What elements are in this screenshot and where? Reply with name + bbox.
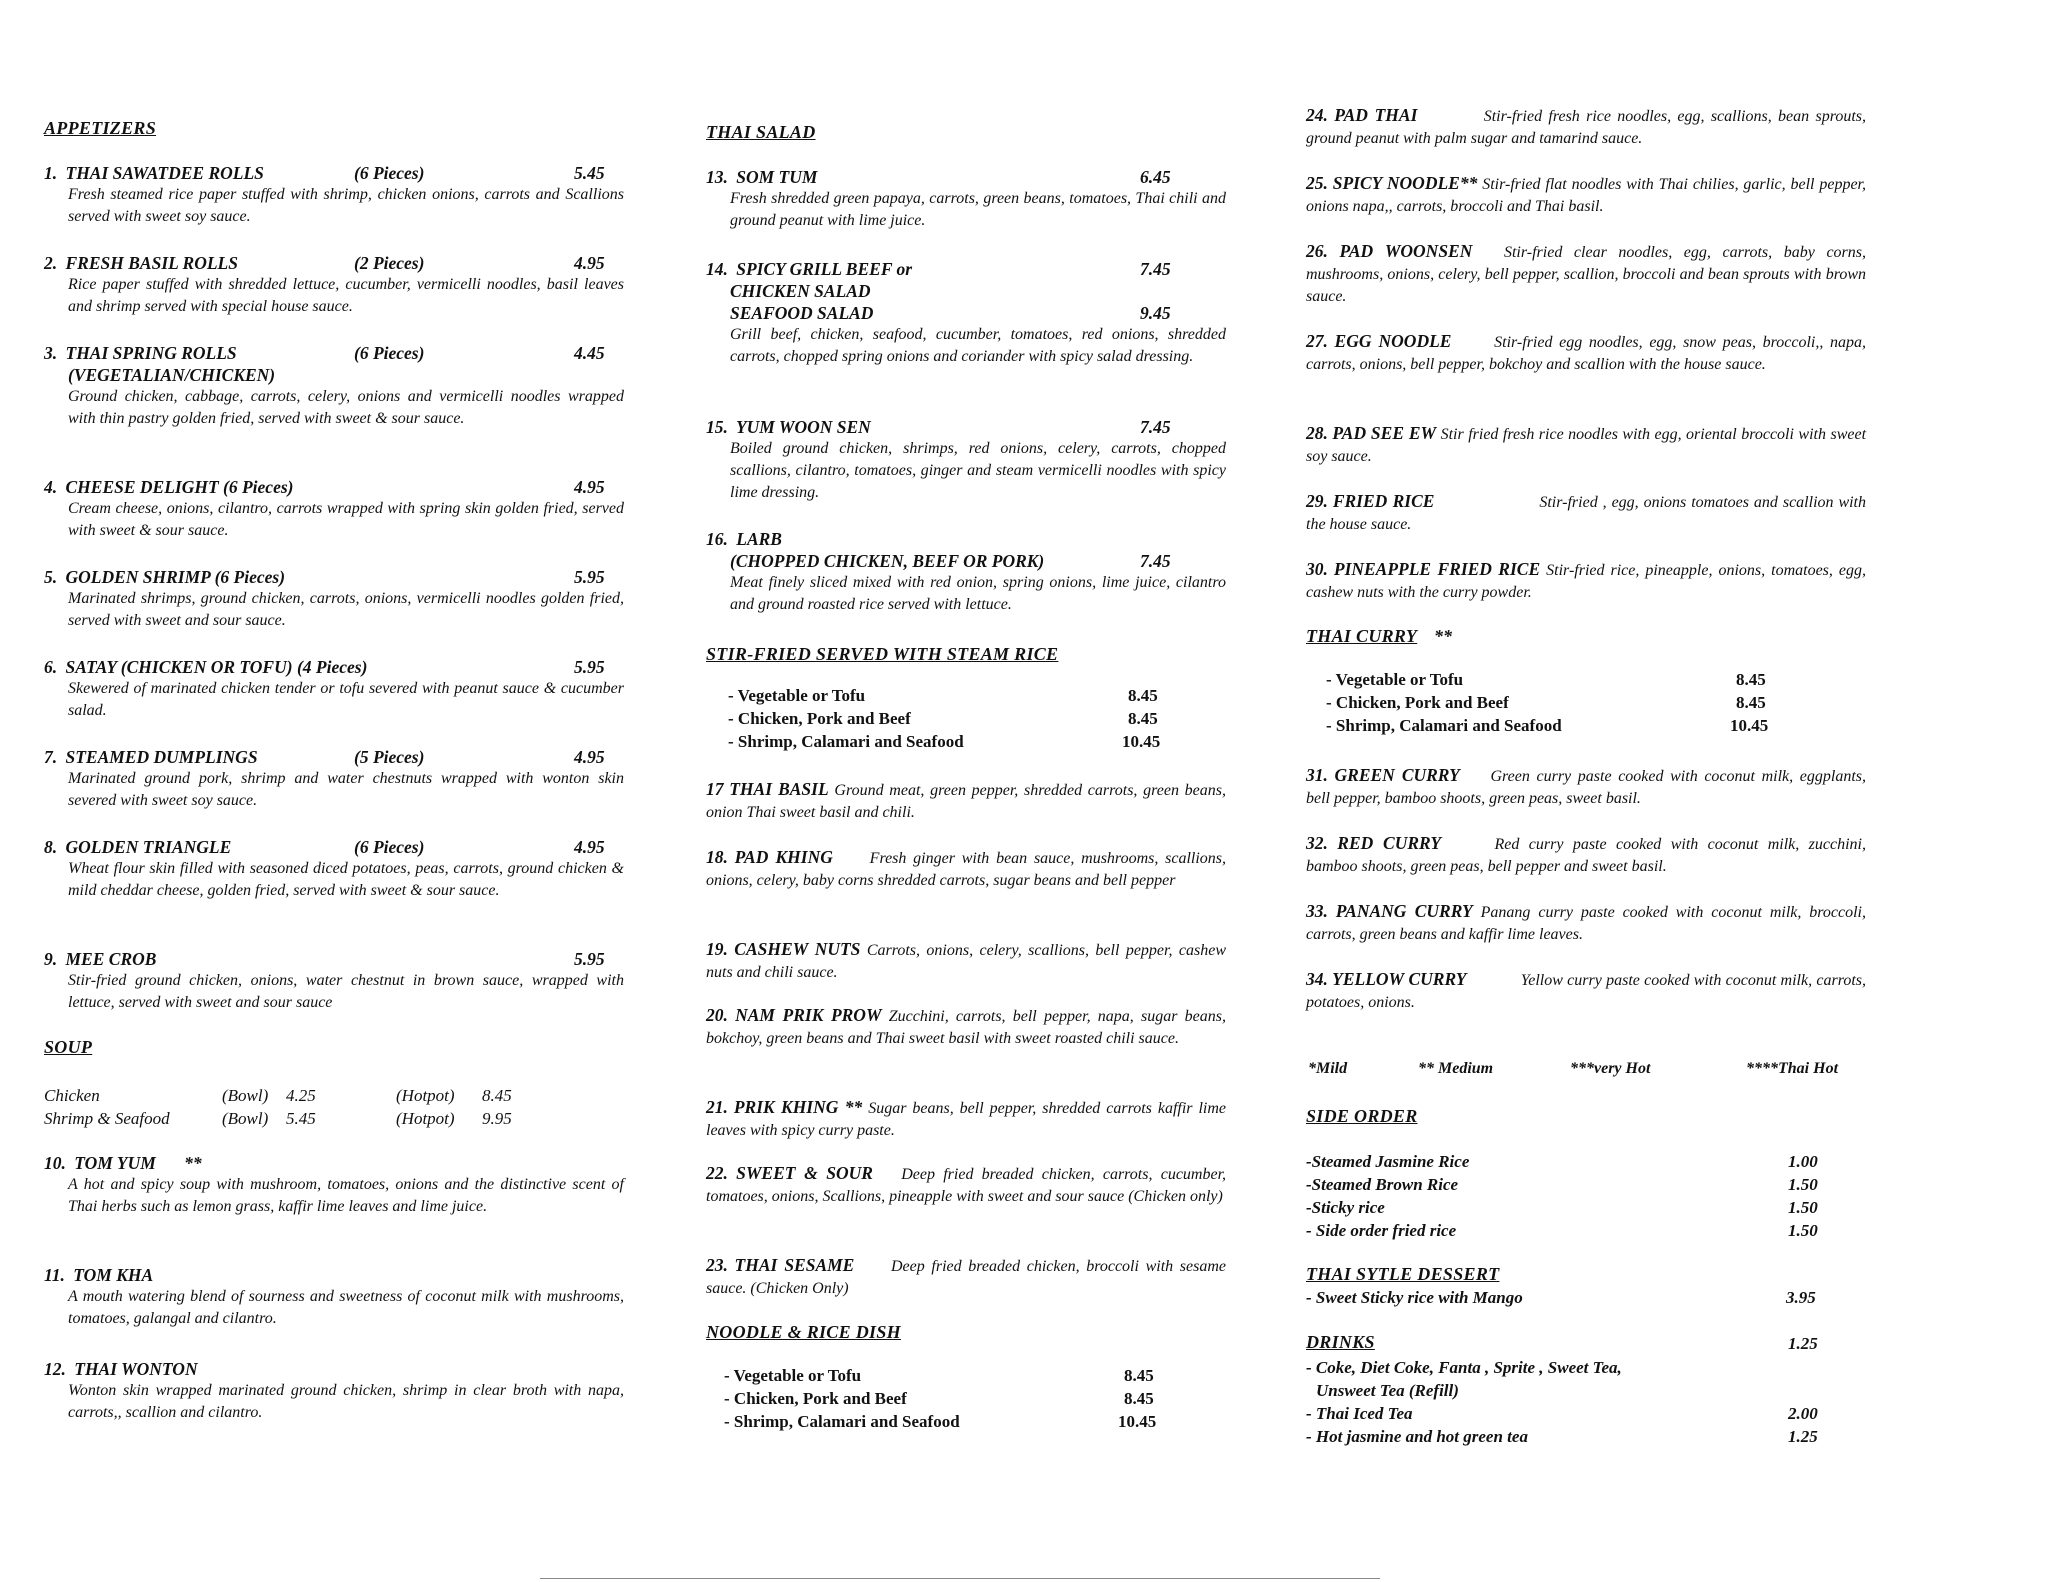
item-name: SPICY NOODLE**: [1332, 173, 1478, 193]
side-order-price: 1.00: [1788, 1152, 1818, 1171]
soup-row: [44, 1109, 624, 1132]
item-name: PAD THAI: [1334, 105, 1418, 125]
dessert-heading: THAI SYTLE DESSERT: [1306, 1264, 1500, 1284]
option-price: 8.45: [1128, 686, 1158, 705]
thai-curry-heading: [1306, 626, 1417, 647]
bottom-divider: [540, 1578, 1380, 1579]
item-description: [706, 1162, 1226, 1208]
item-name: MEE CROB: [65, 949, 157, 969]
drink-item: [1306, 1379, 1826, 1402]
side-order-item: [1306, 1219, 1826, 1242]
soup-heading: SOUP: [44, 1037, 93, 1057]
noodle-rice-price-list: [724, 1366, 1184, 1435]
item-name: PRIK KHING **: [733, 1097, 863, 1117]
option-price: 8.45: [1736, 693, 1766, 712]
price-option: [1326, 693, 1786, 716]
soup-hotpot-price: 8.45: [482, 1086, 512, 1105]
item-name: TOM KHA: [73, 1265, 154, 1285]
item-price: 5.95: [574, 949, 605, 969]
item-number: 16.: [706, 529, 728, 549]
soup-row: [44, 1086, 624, 1109]
option-price: 10.45: [1122, 732, 1161, 751]
item-name: TOM YUM: [74, 1153, 156, 1173]
item-number: 2.: [44, 253, 58, 273]
item-name: GREEN CURRY: [1334, 765, 1460, 785]
item-name: FRIED RICE: [1332, 491, 1435, 511]
item-description-text: Sugar beans, bell pepper, shredded carrots kaffir lime leaves with spicy curry paste.: [706, 1100, 1227, 1139]
stir-fried-price-list: [728, 686, 1188, 755]
price-option: [1326, 716, 1786, 739]
option-label: - Shrimp, Calamari and Seafood: [1326, 716, 1562, 735]
item-description: Ground chicken, cabbage, carrots, celery, onions and vermicelli noodles wrapped with thin pastry golden fried, served with sweet & sour sauce.: [68, 388, 624, 427]
item-name: YUM WOON SEN: [735, 417, 871, 437]
item-name: SWEET & SOUR: [736, 1163, 873, 1183]
legend-mild: *Mild: [1308, 1060, 1348, 1077]
menu-item: [44, 836, 624, 902]
menu-item: [706, 778, 1226, 824]
menu-item: [44, 746, 624, 812]
menu-item: [1306, 968, 1866, 1014]
soup-bowl-label: (Bowl): [222, 1086, 269, 1105]
item-description: [706, 938, 1226, 984]
item-description-text: Green curry paste cooked with coconut milk, eggplants, bell pepper, bamboo shoots, green peas, sweet basil.: [1306, 768, 1867, 807]
item-pieces: (6 Pieces): [354, 163, 425, 183]
menu-item: [44, 566, 624, 632]
drink-label: - Hot jasmine and hot green tea: [1306, 1427, 1528, 1446]
item-number: 33.: [1306, 901, 1328, 921]
item-number: 7.: [44, 747, 58, 767]
side-order-label: - Side order fried rice: [1306, 1221, 1457, 1240]
item-description-text: Yellow curry paste cooked with coconut milk, carrots, potatoes, onions.: [1306, 972, 1867, 1011]
item-name: THAI SAWATDEE ROLLS: [65, 163, 264, 183]
item-description: [1306, 900, 1866, 946]
option-label: - Shrimp, Calamari and Seafood: [724, 1412, 960, 1431]
side-order-price: 1.50: [1788, 1198, 1818, 1217]
item-description-text: Fresh ginger with bean sauce, mushrooms, scallions, onions, celery, baby corns shredded carrots, sugar beans and bell pepper: [706, 850, 1227, 889]
item-number: 30.: [1306, 559, 1328, 579]
item-description: Grill beef, chicken, seafood, cucumber, tomatoes, red onions, shredded carrots, chopped spring onions and coriander with spicy salad dressing.: [730, 326, 1226, 365]
item-description-text: Red curry paste cooked with coconut milk, zucchini, bamboo shoots, green peas, bell pepper and sweet basil.: [1306, 836, 1867, 875]
item-name: PANANG CURRY: [1335, 901, 1473, 921]
item-name: THAI BASIL: [729, 779, 829, 799]
item-description: Wonton skin wrapped marinated ground chicken, shrimp in clear broth with napa, carrots,, scallion and cilantro.: [68, 1382, 624, 1421]
side-order-label: -Steamed Brown Rice: [1306, 1175, 1459, 1194]
item-number: 3.: [44, 343, 58, 363]
item-description-text: Zucchini, carrots, bell pepper, napa, sugar beans, bokchoy, green beans and Thai sweet basil with sweet roasted chili sauce.: [706, 1008, 1226, 1047]
menu-item: [706, 1096, 1226, 1142]
menu-item: [1306, 900, 1866, 946]
item-description: [1306, 172, 1866, 218]
item-description: Boiled ground chicken, shrimps, red onions, celery, carrots, chopped scallions, cilantro, tomatoes, ginger and steam vermicelli noodles with spicy lime dressing.: [730, 440, 1226, 501]
item-description-text: Stir-fried , egg, onions tomatoes and scallion with the house sauce.: [1306, 494, 1867, 533]
drink-item: [1306, 1425, 1826, 1448]
dessert-label: - Sweet Sticky rice with Mango: [1306, 1288, 1523, 1307]
item-title: [44, 566, 624, 588]
soup-hotpot-price: 9.95: [482, 1109, 512, 1128]
thai-curry-price-list: [1326, 670, 1786, 739]
item-number: 5.: [44, 567, 58, 587]
price-option: [1326, 670, 1786, 693]
menu-item: [44, 1152, 624, 1218]
item-name: THAI WONTON: [74, 1359, 198, 1379]
item-description-text: Carrots, onions, celery, scallions, bell pepper, cashew nuts and chili sauce.: [706, 942, 1227, 981]
item-title: [44, 252, 624, 274]
item-description: Stir-fried ground chicken, onions, water chestnut in brown sauce, wrapped with lettuce, served with sweet and sour sauce: [68, 972, 624, 1011]
item-description-text: Deep fried breaded chicken, carrots, cucumber, tomatoes, onions, Scallions, pineapple with sweet and sour sauce (Chicken only): [706, 1166, 1227, 1205]
item-number: 18.: [706, 847, 728, 867]
item-price: 5.95: [574, 567, 605, 587]
menu-item: [1306, 832, 1866, 878]
item-description: [1306, 558, 1866, 604]
menu-item: [44, 1264, 624, 1330]
menu-item: [706, 1254, 1226, 1300]
item-number: 1.: [44, 163, 58, 183]
item-price: 5.45: [574, 163, 605, 183]
item-number: 25.: [1306, 173, 1328, 193]
menu-item: [44, 656, 624, 722]
spice-mark: **: [184, 1153, 202, 1173]
option-label: - Shrimp, Calamari and Seafood: [728, 732, 964, 751]
subtitle-price: 7.45: [1140, 551, 1171, 571]
soup-hotpot-label: (Hotpot): [396, 1086, 455, 1105]
item-description: A hot and spicy soup with mushroom, tomatoes, onions and the distinctive scent of Thai herbs such as lemon grass, kaffir lime leaves and lime juice.: [68, 1176, 624, 1215]
legend-medium: ** Medium: [1418, 1060, 1494, 1077]
menu-item: [706, 1004, 1226, 1050]
item-description: Meat finely sliced mixed with red onion, spring onions, lime juice, cilantro and ground roasted rice served with lettuce.: [730, 574, 1226, 613]
side-order-list: [1306, 1150, 1826, 1242]
drink-label: Unsweet Tea (Refill): [1316, 1381, 1459, 1400]
option-price: 8.45: [1128, 709, 1158, 728]
item-subtitle: [706, 302, 1226, 324]
item-name: FRESH BASIL ROLLS: [65, 253, 238, 273]
item-description: [1306, 968, 1866, 1014]
item-description: Marinated shrimps, ground chicken, carrots, onions, vermicelli noodles golden fried, served with sweet and sour sauce.: [68, 590, 624, 629]
item-description-text: Ground meat, green pepper, shredded carrots, green beans, onion Thai sweet basil and chili.: [706, 782, 1227, 821]
side-order-heading: SIDE ORDER: [1306, 1106, 1418, 1126]
price-option: [724, 1366, 1184, 1389]
item-name: RED CURRY: [1337, 833, 1442, 853]
side-order-price: 1.50: [1788, 1175, 1818, 1194]
item-name: SOM TUM: [736, 167, 818, 187]
menu-item: [706, 1162, 1226, 1208]
menu-item: [1306, 422, 1866, 468]
subtitle-name: SEAFOOD SALAD: [730, 303, 874, 323]
menu-item: [1306, 764, 1866, 810]
menu-item: [706, 846, 1226, 892]
drink-price: 2.00: [1788, 1404, 1818, 1423]
side-order-label: -Sticky rice: [1306, 1198, 1385, 1217]
item-number: 24.: [1306, 105, 1328, 125]
item-description-text: Stir-fried rice, pineapple, onions, tomatoes, egg, cashew nuts with the curry powder.: [1306, 562, 1866, 601]
item-number: 9.: [44, 949, 58, 969]
option-label: - Chicken, Pork and Beef: [728, 709, 911, 728]
menu-item: [1306, 104, 1866, 150]
item-description: [1306, 764, 1866, 810]
option-label: - Vegetable or Tofu: [1326, 670, 1464, 689]
soup-hotpot-label: (Hotpot): [396, 1109, 455, 1128]
menu-item: [44, 162, 624, 228]
soup-bowl-label: (Bowl): [222, 1109, 269, 1128]
drinks-heading-price: 1.25: [1788, 1334, 1818, 1353]
item-title: [44, 162, 624, 184]
item-description-text: Stir-fried fresh rice noodles, egg, scallions, bean sprouts, ground peanut with palm sugar and tamarind sauce.: [1306, 108, 1866, 147]
item-name: SPICY GRILL BEEF or: [736, 259, 913, 279]
option-price: 10.45: [1730, 716, 1769, 735]
item-title: [706, 416, 1226, 438]
item-number: 4.: [44, 477, 58, 497]
item-description: Wheat flour skin filled with seasoned diced potatoes, peas, carrots, ground chicken & mild cheddar cheese, golden fried, served with sweet & sour sauce.: [68, 860, 624, 899]
thai-curry-heading-mark: **: [1434, 626, 1452, 646]
menu-item: [1306, 558, 1866, 604]
drinks-list: [1306, 1356, 1826, 1448]
item-title: [706, 166, 1226, 188]
drink-label: - Thai Iced Tea: [1306, 1404, 1413, 1423]
menu-item: [44, 342, 624, 430]
item-title: [706, 528, 1226, 550]
item-name: EGG NOODLE: [1334, 331, 1452, 351]
item-number: 6.: [44, 657, 58, 677]
drink-price: 1.25: [1788, 1427, 1818, 1446]
item-number: 27.: [1306, 331, 1328, 351]
dessert-list: [1306, 1286, 1826, 1309]
item-description-text: Deep fried breaded chicken, broccoli with sesame sauce. (Chicken Only): [706, 1258, 1226, 1297]
item-name: STEAMED DUMPLINGS: [65, 747, 258, 767]
menu-item: [706, 416, 1226, 504]
item-description: [706, 846, 1226, 892]
thai-curry-heading-text: THAI CURRY: [1306, 626, 1418, 646]
soup-bowl-price: 5.45: [286, 1109, 316, 1128]
soup-price-table: [44, 1086, 624, 1132]
item-description: [1306, 330, 1866, 376]
item-description: Fresh shredded green papaya, carrots, green beans, tomatoes, Thai chili and ground peanut with lime juice.: [730, 190, 1226, 229]
menu-item: [44, 252, 624, 318]
item-pieces: (2 Pieces): [354, 253, 425, 273]
drink-item: [1306, 1356, 1826, 1379]
menu-item: [1306, 490, 1866, 536]
menu-item: [706, 528, 1226, 616]
menu-item: [706, 938, 1226, 984]
soup-name: Shrimp & Seafood: [44, 1109, 170, 1128]
drink-label: - Coke, Diet Coke, Fanta , Sprite , Sweet Tea,: [1306, 1358, 1622, 1377]
item-description: [1306, 104, 1866, 150]
item-number: 8.: [44, 837, 58, 857]
menu-item: [706, 258, 1226, 368]
menu-item: [44, 476, 624, 542]
item-title: [44, 342, 624, 364]
option-price: 10.45: [1118, 1412, 1157, 1431]
item-description: Skewered of marinated chicken tender or tofu severed with peanut sauce & cucumber salad.: [68, 680, 624, 719]
item-description: [706, 1004, 1226, 1050]
soup-name: Chicken: [44, 1086, 100, 1105]
legend-thai-hot: ****Thai Hot: [1746, 1060, 1839, 1077]
item-description: [1306, 832, 1866, 878]
item-title: [44, 746, 624, 768]
legend-very-hot: ***very Hot: [1570, 1060, 1651, 1077]
item-description: [706, 1254, 1226, 1300]
item-description: [1306, 490, 1866, 536]
menu-item: [44, 948, 624, 1014]
menu-item: [706, 166, 1226, 232]
soup-bowl-price: 4.25: [286, 1086, 316, 1105]
item-title: [44, 948, 624, 970]
item-number: 31.: [1306, 765, 1328, 785]
item-title: [44, 1152, 624, 1174]
price-option: [728, 686, 1188, 709]
item-description-text: Stir-fried egg noodles, egg, snow peas, broccoli,, napa, carrots, onions, bell pepper, bokchoy and scallion with the house sauce.: [1306, 334, 1867, 373]
item-name: THAI SPRING ROLLS: [65, 343, 237, 363]
item-description: Marinated ground pork, shrimp and water chestnuts wrapped with wonton skin severed with sweet soy sauce.: [68, 770, 624, 809]
item-description-text: Stir-fried clear noodles, egg, carrots, baby corns, mushrooms, onions, celery, bell pepper, scallion, broccoli and bean sprouts with brown sauce.: [1306, 244, 1867, 305]
item-name: NAM PRIK PROW: [735, 1005, 882, 1025]
item-number: 32.: [1306, 833, 1328, 853]
item-number: 29.: [1306, 491, 1328, 511]
menu-item: [1306, 172, 1866, 218]
item-name: SATAY (CHICKEN OR TOFU) (4 Pieces): [65, 657, 368, 677]
appetizers-heading: APPETIZERS: [44, 118, 157, 138]
item-description-text: Stir-fried flat noodles with Thai chilies, garlic, bell pepper, onions napa,, carrots, broccoli and Thai basil.: [1306, 176, 1867, 215]
side-order-price: 1.50: [1788, 1221, 1818, 1240]
option-price: 8.45: [1124, 1366, 1154, 1385]
item-name: THAI SESAME: [734, 1255, 855, 1275]
item-name: PINEAPPLE FRIED RICE: [1333, 559, 1541, 579]
item-price: 4.95: [574, 747, 605, 767]
item-description-text: Panang curry paste cooked with coconut milk, broccoli, carrots, green beans and kaffir lime leaves.: [1306, 904, 1866, 943]
item-pieces: (6 Pieces): [354, 343, 425, 363]
price-option: [728, 709, 1188, 732]
dessert-item: [1306, 1286, 1826, 1309]
option-price: 8.45: [1736, 670, 1766, 689]
item-number: 23.: [706, 1255, 728, 1275]
item-name: PAD KHING: [734, 847, 833, 867]
option-price: 8.45: [1124, 1389, 1154, 1408]
item-number: 10.: [44, 1153, 66, 1173]
item-title: [706, 258, 1226, 280]
option-label: - Vegetable or Tofu: [728, 686, 866, 705]
item-name: LARB: [736, 529, 782, 549]
menu-item: [44, 1358, 624, 1424]
item-name: CASHEW NUTS: [734, 939, 861, 959]
item-price: 7.45: [1140, 417, 1171, 437]
price-option: [724, 1412, 1184, 1435]
item-title: [44, 476, 624, 498]
item-subtitle: [706, 550, 1226, 572]
item-description: Rice paper stuffed with shredded lettuce, cucumber, vermicelli noodles, basil leaves and shrimp served with special house sauce.: [68, 276, 624, 315]
noodle-rice-heading: NOODLE & RICE DISH: [706, 1322, 901, 1342]
item-number: 11.: [44, 1265, 65, 1285]
item-price: 5.95: [574, 657, 605, 677]
item-name: GOLDEN TRIANGLE: [65, 837, 232, 857]
item-description: [1306, 422, 1866, 468]
price-option: [728, 732, 1188, 755]
item-title: [44, 656, 624, 678]
option-label: - Vegetable or Tofu: [724, 1366, 862, 1385]
item-description: [1306, 240, 1866, 308]
item-pieces: (5 Pieces): [354, 747, 425, 767]
item-price: 7.45: [1140, 259, 1171, 279]
item-subtitle: (VEGETALIAN/CHICKEN): [68, 365, 276, 385]
item-description: [706, 778, 1226, 824]
subtitle-price: 9.45: [1140, 303, 1171, 323]
item-name: GOLDEN SHRIMP (6 Pieces): [65, 567, 286, 587]
item-number: 26.: [1306, 241, 1328, 261]
menu-item: [1306, 330, 1866, 376]
item-price: 4.95: [574, 477, 605, 497]
item-number: 21.: [706, 1097, 728, 1117]
item-number: 13.: [706, 167, 728, 187]
drink-item: [1306, 1402, 1826, 1425]
item-name: PAD SEE EW: [1332, 423, 1437, 443]
subtitle-name: (CHOPPED CHICKEN, BEEF OR PORK): [730, 551, 1045, 571]
item-number: 22.: [706, 1163, 728, 1183]
item-price: 4.95: [574, 837, 605, 857]
item-number: 15.: [706, 417, 728, 437]
item-title: [44, 1358, 624, 1380]
option-label: - Chicken, Pork and Beef: [1326, 693, 1509, 712]
item-number: 17: [706, 779, 724, 799]
item-description: Cream cheese, onions, cilantro, carrots wrapped with spring skin golden fried, served with sweet & sour sauce.: [68, 500, 624, 539]
stir-fried-heading: STIR-FRIED SERVED WITH STEAM RICE: [706, 644, 1059, 664]
item-number: 19.: [706, 939, 728, 959]
item-description: Fresh steamed rice paper stuffed with shrimp, chicken onions, carrots and Scallions served with sweet soy sauce.: [68, 186, 624, 225]
item-price: 4.95: [574, 253, 605, 273]
item-description: A mouth watering blend of sourness and sweetness of coconut milk with mushrooms, tomatoes, galangal and cilantro.: [68, 1288, 624, 1327]
item-name: CHEESE DELIGHT (6 Pieces): [65, 477, 294, 497]
item-pieces: (6 Pieces): [354, 837, 425, 857]
side-order-label: -Steamed Jasmine Rice: [1306, 1152, 1470, 1171]
item-number: 14.: [706, 259, 728, 279]
drinks-heading: DRINKS: [1306, 1332, 1375, 1352]
item-number: 12.: [44, 1359, 66, 1379]
item-number: 28.: [1306, 423, 1328, 443]
item-title: [44, 836, 624, 858]
item-name: PAD WOONSEN: [1339, 241, 1473, 261]
item-description: [706, 1096, 1226, 1142]
item-number: 20.: [706, 1005, 728, 1025]
side-order-item: [1306, 1196, 1826, 1219]
menu-item: [1306, 240, 1866, 308]
item-description-text: Stir fried fresh rice noodles with egg, oriental broccoli with sweet soy sauce.: [1306, 426, 1867, 465]
side-order-item: [1306, 1150, 1826, 1173]
item-subtitle: CHICKEN SALAD: [730, 281, 871, 301]
option-label: - Chicken, Pork and Beef: [724, 1389, 907, 1408]
price-option: [724, 1389, 1184, 1412]
item-price: 4.45: [574, 343, 605, 363]
item-name: YELLOW CURRY: [1332, 969, 1467, 989]
item-title: [44, 1264, 624, 1286]
item-number: 34.: [1306, 969, 1328, 989]
dessert-price: 3.95: [1786, 1288, 1816, 1307]
item-price: 6.45: [1140, 167, 1171, 187]
thai-salad-heading: THAI SALAD: [706, 122, 816, 142]
side-order-item: [1306, 1173, 1826, 1196]
